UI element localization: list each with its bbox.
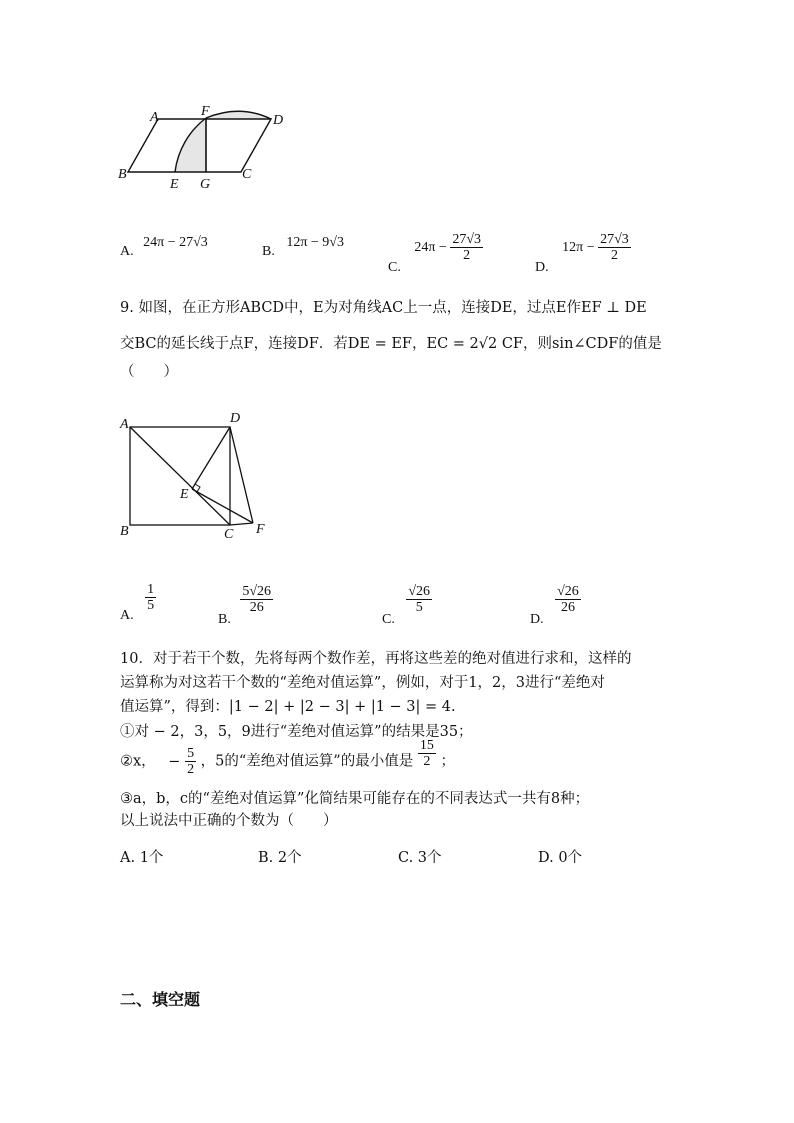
q9-line-1: 9. 如图，在正方形ABCD中，E为对角线AC上一点，连接DE，过点E作EF ⊥ DE bbox=[120, 300, 647, 316]
segment-cf bbox=[230, 523, 253, 525]
q9-option-a-fraction bbox=[145, 582, 156, 613]
q8-option-b-expr: 12π − 9√3 bbox=[286, 235, 344, 250]
q9-option-b-num: 5√26 bbox=[242, 584, 272, 599]
q8-option-c-den: 2 bbox=[463, 248, 471, 263]
q9-option-d-num: √26 bbox=[557, 584, 579, 599]
q8-option-d-num: 27√3 bbox=[600, 232, 629, 247]
q9-option-a-den: 5 bbox=[147, 598, 155, 613]
q9-line-3: （ ） bbox=[120, 364, 178, 380]
q9-option-d-label: D. bbox=[530, 611, 544, 627]
q10-statement-2-frac1-num: 5 bbox=[187, 746, 195, 761]
q10-statement-2-mid: ，5的“差绝对值运算”的最小值是 bbox=[200, 753, 414, 770]
q8-option-a[interactable] bbox=[120, 235, 208, 260]
q9-option-c-label: C. bbox=[382, 611, 395, 627]
label-B: B bbox=[120, 524, 129, 539]
segment-df bbox=[230, 427, 253, 523]
q8-option-c[interactable] bbox=[388, 232, 483, 275]
label-A: A bbox=[150, 110, 159, 125]
q9-option-d-fraction bbox=[555, 584, 581, 615]
q9-option-b-label: B. bbox=[218, 611, 231, 627]
label-G: G bbox=[200, 177, 211, 192]
q8-option-d-den: 2 bbox=[610, 248, 618, 263]
q10-line-1: 10．对于若干个数，先将每两个数作差，再将这些差的绝对值进行求和，这样的 bbox=[120, 651, 632, 667]
q10-statement-2-neg: − bbox=[168, 753, 181, 770]
q10-line-2: 运算称为对这若干个数的“差绝对值运算”，例如，对于1，2，3进行“差绝对 bbox=[120, 675, 605, 691]
q10-statement-3: ③a，b，c的“差绝对值运算”化简结果可能存在的不同表达式一共有8种； bbox=[120, 791, 590, 807]
q8-option-c-label: C. bbox=[388, 259, 401, 275]
figure-q9 bbox=[110, 405, 285, 550]
diagonal-ac bbox=[130, 427, 230, 525]
q8-option-b[interactable] bbox=[262, 235, 344, 260]
q9-option-d-den: 26 bbox=[560, 600, 575, 615]
label-E: E bbox=[180, 487, 189, 502]
q9-option-c-den: 5 bbox=[415, 600, 423, 615]
q10-option-b[interactable]: B. 2个 bbox=[258, 850, 302, 866]
q8-option-a-expr: 24π − 27√3 bbox=[143, 235, 208, 250]
q10-statement-2 bbox=[120, 738, 455, 777]
q9-line-2: 交BC的延长线于点F，连接DF．若DE = EF，EC = 2√2 CF，则sin∠CDF的值是 bbox=[120, 336, 662, 352]
label-D: D bbox=[273, 113, 284, 128]
q10-statement-2-frac1-den: 2 bbox=[187, 762, 195, 777]
q8-option-b-label: B. bbox=[262, 244, 275, 259]
q9-option-d[interactable] bbox=[530, 584, 581, 627]
label-D: D bbox=[230, 411, 241, 426]
q10-statement-2-end: ； bbox=[440, 753, 455, 770]
q9-option-c[interactable] bbox=[382, 584, 432, 627]
label-A: A bbox=[120, 417, 129, 432]
q8-option-c-num: 27√3 bbox=[452, 232, 481, 247]
q10-option-a[interactable]: A. 1个 bbox=[120, 850, 164, 866]
q10-statement-1: ①对 − 2，3，5，9进行“差绝对值运算”的结果是35； bbox=[120, 724, 473, 740]
q9-option-b[interactable] bbox=[218, 584, 273, 627]
figure-q8 bbox=[110, 100, 300, 195]
segment-de bbox=[192, 427, 230, 489]
q8-option-a-label: A. bbox=[120, 244, 134, 259]
q10-statement-2-pre: ②x， bbox=[120, 753, 156, 770]
q9-option-b-fraction bbox=[240, 584, 273, 615]
label-C: C bbox=[224, 527, 234, 542]
q9-option-a-label: A. bbox=[120, 607, 134, 623]
q10-statement-2-frac1 bbox=[185, 746, 196, 777]
label-F: F bbox=[201, 104, 210, 119]
label-F: F bbox=[256, 522, 265, 537]
q8-option-c-pre: 24π − bbox=[414, 239, 447, 255]
label-E: E bbox=[170, 177, 179, 192]
q8-option-c-fraction bbox=[450, 232, 483, 263]
q10-prompt: 以上说法中正确的个数为（ ） bbox=[120, 813, 338, 829]
label-C: C bbox=[242, 167, 252, 182]
q10-statement-2-frac2-num: 15 bbox=[419, 738, 434, 753]
shaded-region-left bbox=[175, 119, 206, 172]
q10-line-3: 值运算”，得到：|1 − 2| + |2 − 3| + |1 − 3| = 4. bbox=[120, 699, 456, 715]
section-heading-fill-in: 二、填空题 bbox=[120, 990, 201, 1009]
label-B: B bbox=[118, 167, 127, 182]
q10-option-c[interactable]: C. 3个 bbox=[398, 850, 442, 866]
q9-option-b-den: 26 bbox=[249, 600, 264, 615]
q9-option-c-num: √26 bbox=[408, 584, 431, 599]
q9-option-a-num: 1 bbox=[147, 582, 155, 597]
q10-statement-2-frac2 bbox=[418, 738, 436, 769]
q8-option-d-fraction bbox=[598, 232, 631, 263]
q9-option-c-fraction bbox=[406, 584, 432, 615]
q9-option-a[interactable] bbox=[120, 582, 156, 623]
q8-option-d[interactable] bbox=[535, 232, 631, 275]
q8-option-d-pre: 12π − bbox=[562, 239, 595, 255]
q10-statement-2-frac2-den: 2 bbox=[423, 754, 431, 769]
q8-option-d-label: D. bbox=[535, 259, 549, 275]
q10-option-d[interactable]: D. 0个 bbox=[538, 850, 583, 866]
